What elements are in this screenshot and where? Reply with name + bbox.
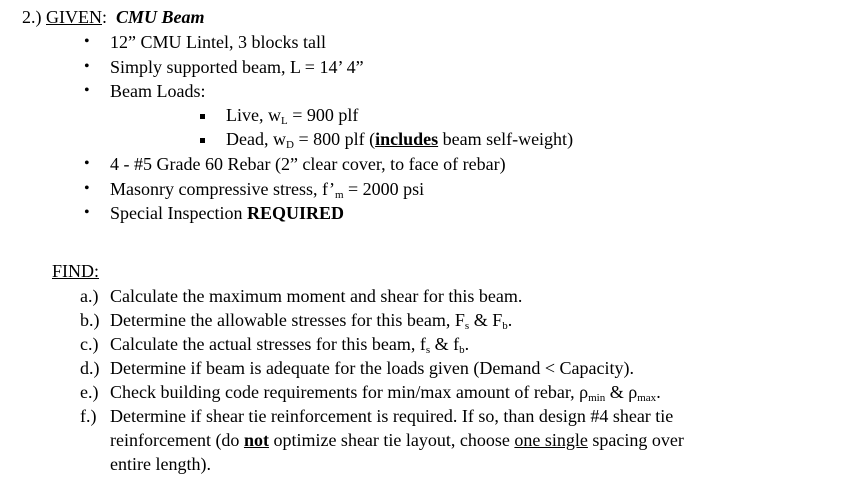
required-emphasis: REQUIRED [246, 203, 344, 223]
find-item-d: Determine if beam is adequate for the loads given (Demand < Capacity). [110, 358, 634, 378]
bullet-icon: • [84, 155, 90, 172]
find-item-e: Check building code requirements for min/max amount of rebar, $\rho_{min}$ & $\rho_{max}$. [110, 382, 661, 404]
bullet-icon: • [84, 180, 90, 197]
find-letter-c: c.) [80, 334, 99, 354]
find-item-c: Calculate the actual stresses for this beam, $f_s$ & $f_b$. [110, 334, 470, 356]
find-letter-d: d.) [80, 358, 100, 378]
given-colon: : [102, 7, 108, 27]
bullet-icon: • [84, 204, 90, 221]
square-bullet-icon [200, 114, 205, 119]
given-header [22, 6, 205, 28]
one-single-emphasis: one single [514, 430, 588, 450]
find-letter-a: a.) [80, 286, 99, 306]
given-item-inspection: Special Inspection REQUIRED [110, 203, 344, 223]
find-label: FIND: [52, 261, 100, 281]
find-item-b: Determine the allowable stresses for this beam, $F_s$ & $F_b$. [110, 310, 513, 332]
find-item-f-line3: entire length). [110, 454, 211, 474]
square-bullet-icon [200, 138, 205, 143]
load-live: Live, $w_L = 900$ plf [226, 105, 359, 127]
includes-emphasis: includes [375, 129, 439, 149]
given-label: GIVEN [46, 7, 102, 27]
given-item-lintel: 12” CMU Lintel, 3 blocks tall [110, 32, 326, 52]
problem-number: 2.) [22, 7, 42, 27]
bullet-icon: • [84, 33, 90, 50]
find-item-a: Calculate the maximum moment and shear for this beam. [110, 286, 523, 306]
find-letter-b: b.) [80, 310, 100, 330]
given-item-span: Simply supported beam, L = 14’ 4” [110, 57, 364, 77]
given-item-loads: Beam Loads: [110, 81, 206, 101]
not-emphasis: not [243, 430, 269, 450]
bullet-icon: • [84, 58, 90, 75]
given-item-rebar: 4 - #5 Grade 60 Rebar (2” clear cover, to face of rebar) [110, 154, 506, 174]
given-item-masonry: Masonry compressive stress, $f’_m = 2000$ psi [110, 179, 425, 201]
find-item-f-line2: reinforcement (do not optimize shear tie layout, choose one single spacing over [110, 430, 684, 450]
find-item-f-line1: Determine if shear tie reinforcement is required. If so, than design #4 shear tie [110, 406, 674, 426]
given-title: CMU Beam [116, 7, 205, 27]
load-dead: Dead, $w_D = 800$ plf (includes beam self-weight) [226, 129, 574, 151]
bullet-icon: • [84, 82, 90, 99]
find-letter-e: e.) [80, 382, 99, 402]
find-letter-f: f.) [80, 406, 97, 426]
